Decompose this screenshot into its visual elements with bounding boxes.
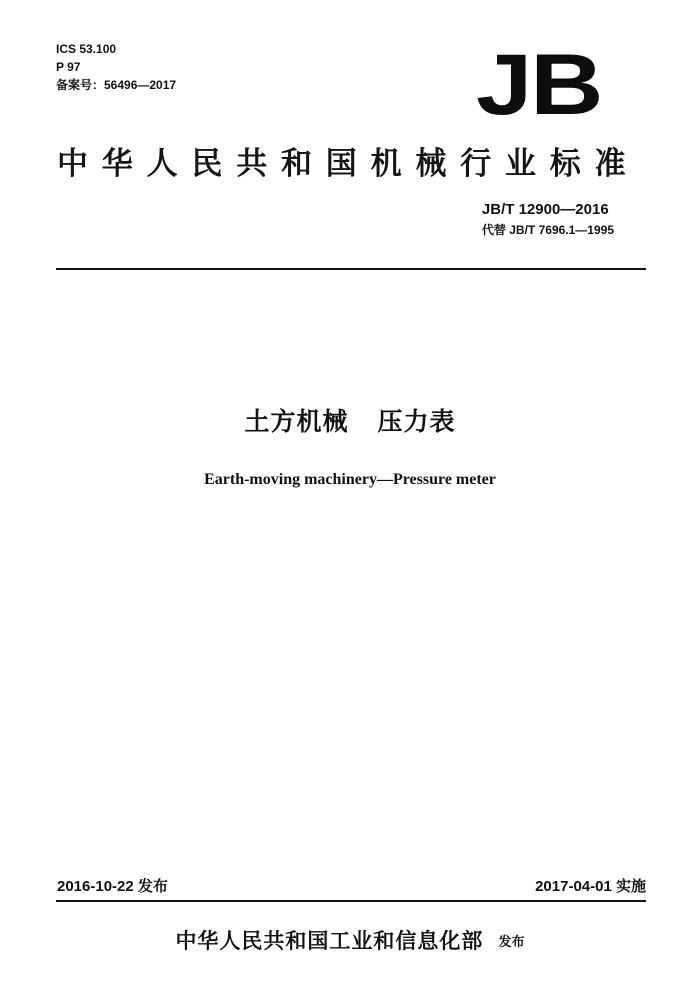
jb-logo: JB (476, 37, 602, 133)
filing-number: 备案号：56496—2017 (56, 78, 177, 92)
top-divider (56, 268, 646, 270)
standard-number-block (482, 200, 614, 239)
chinese-document-title: 土方机械 压力表 (244, 407, 456, 436)
ics-code: ICS 53.100 (56, 42, 117, 56)
publisher-suffix: 发布 (498, 935, 525, 950)
publisher-line (0, 927, 700, 955)
publisher-name: 中华人民共和国工业和信息化部 (175, 929, 484, 953)
category-code: P 97 (56, 60, 81, 74)
classification-block (56, 40, 176, 94)
publish-date: 2016-10-22 发布 (57, 878, 168, 895)
bottom-divider (56, 900, 646, 902)
industry-standard-title: 中华人民共和国机械行业标准 (57, 146, 640, 182)
implementation-date: 2017-04-01 实施 (535, 878, 646, 895)
replaced-standard: 代替 JB/T 7696.1—1995 (481, 223, 614, 237)
standard-number: JB/T 12900—2016 (481, 201, 609, 218)
english-document-title: Earth-moving machinery—Pressure meter (204, 471, 496, 488)
